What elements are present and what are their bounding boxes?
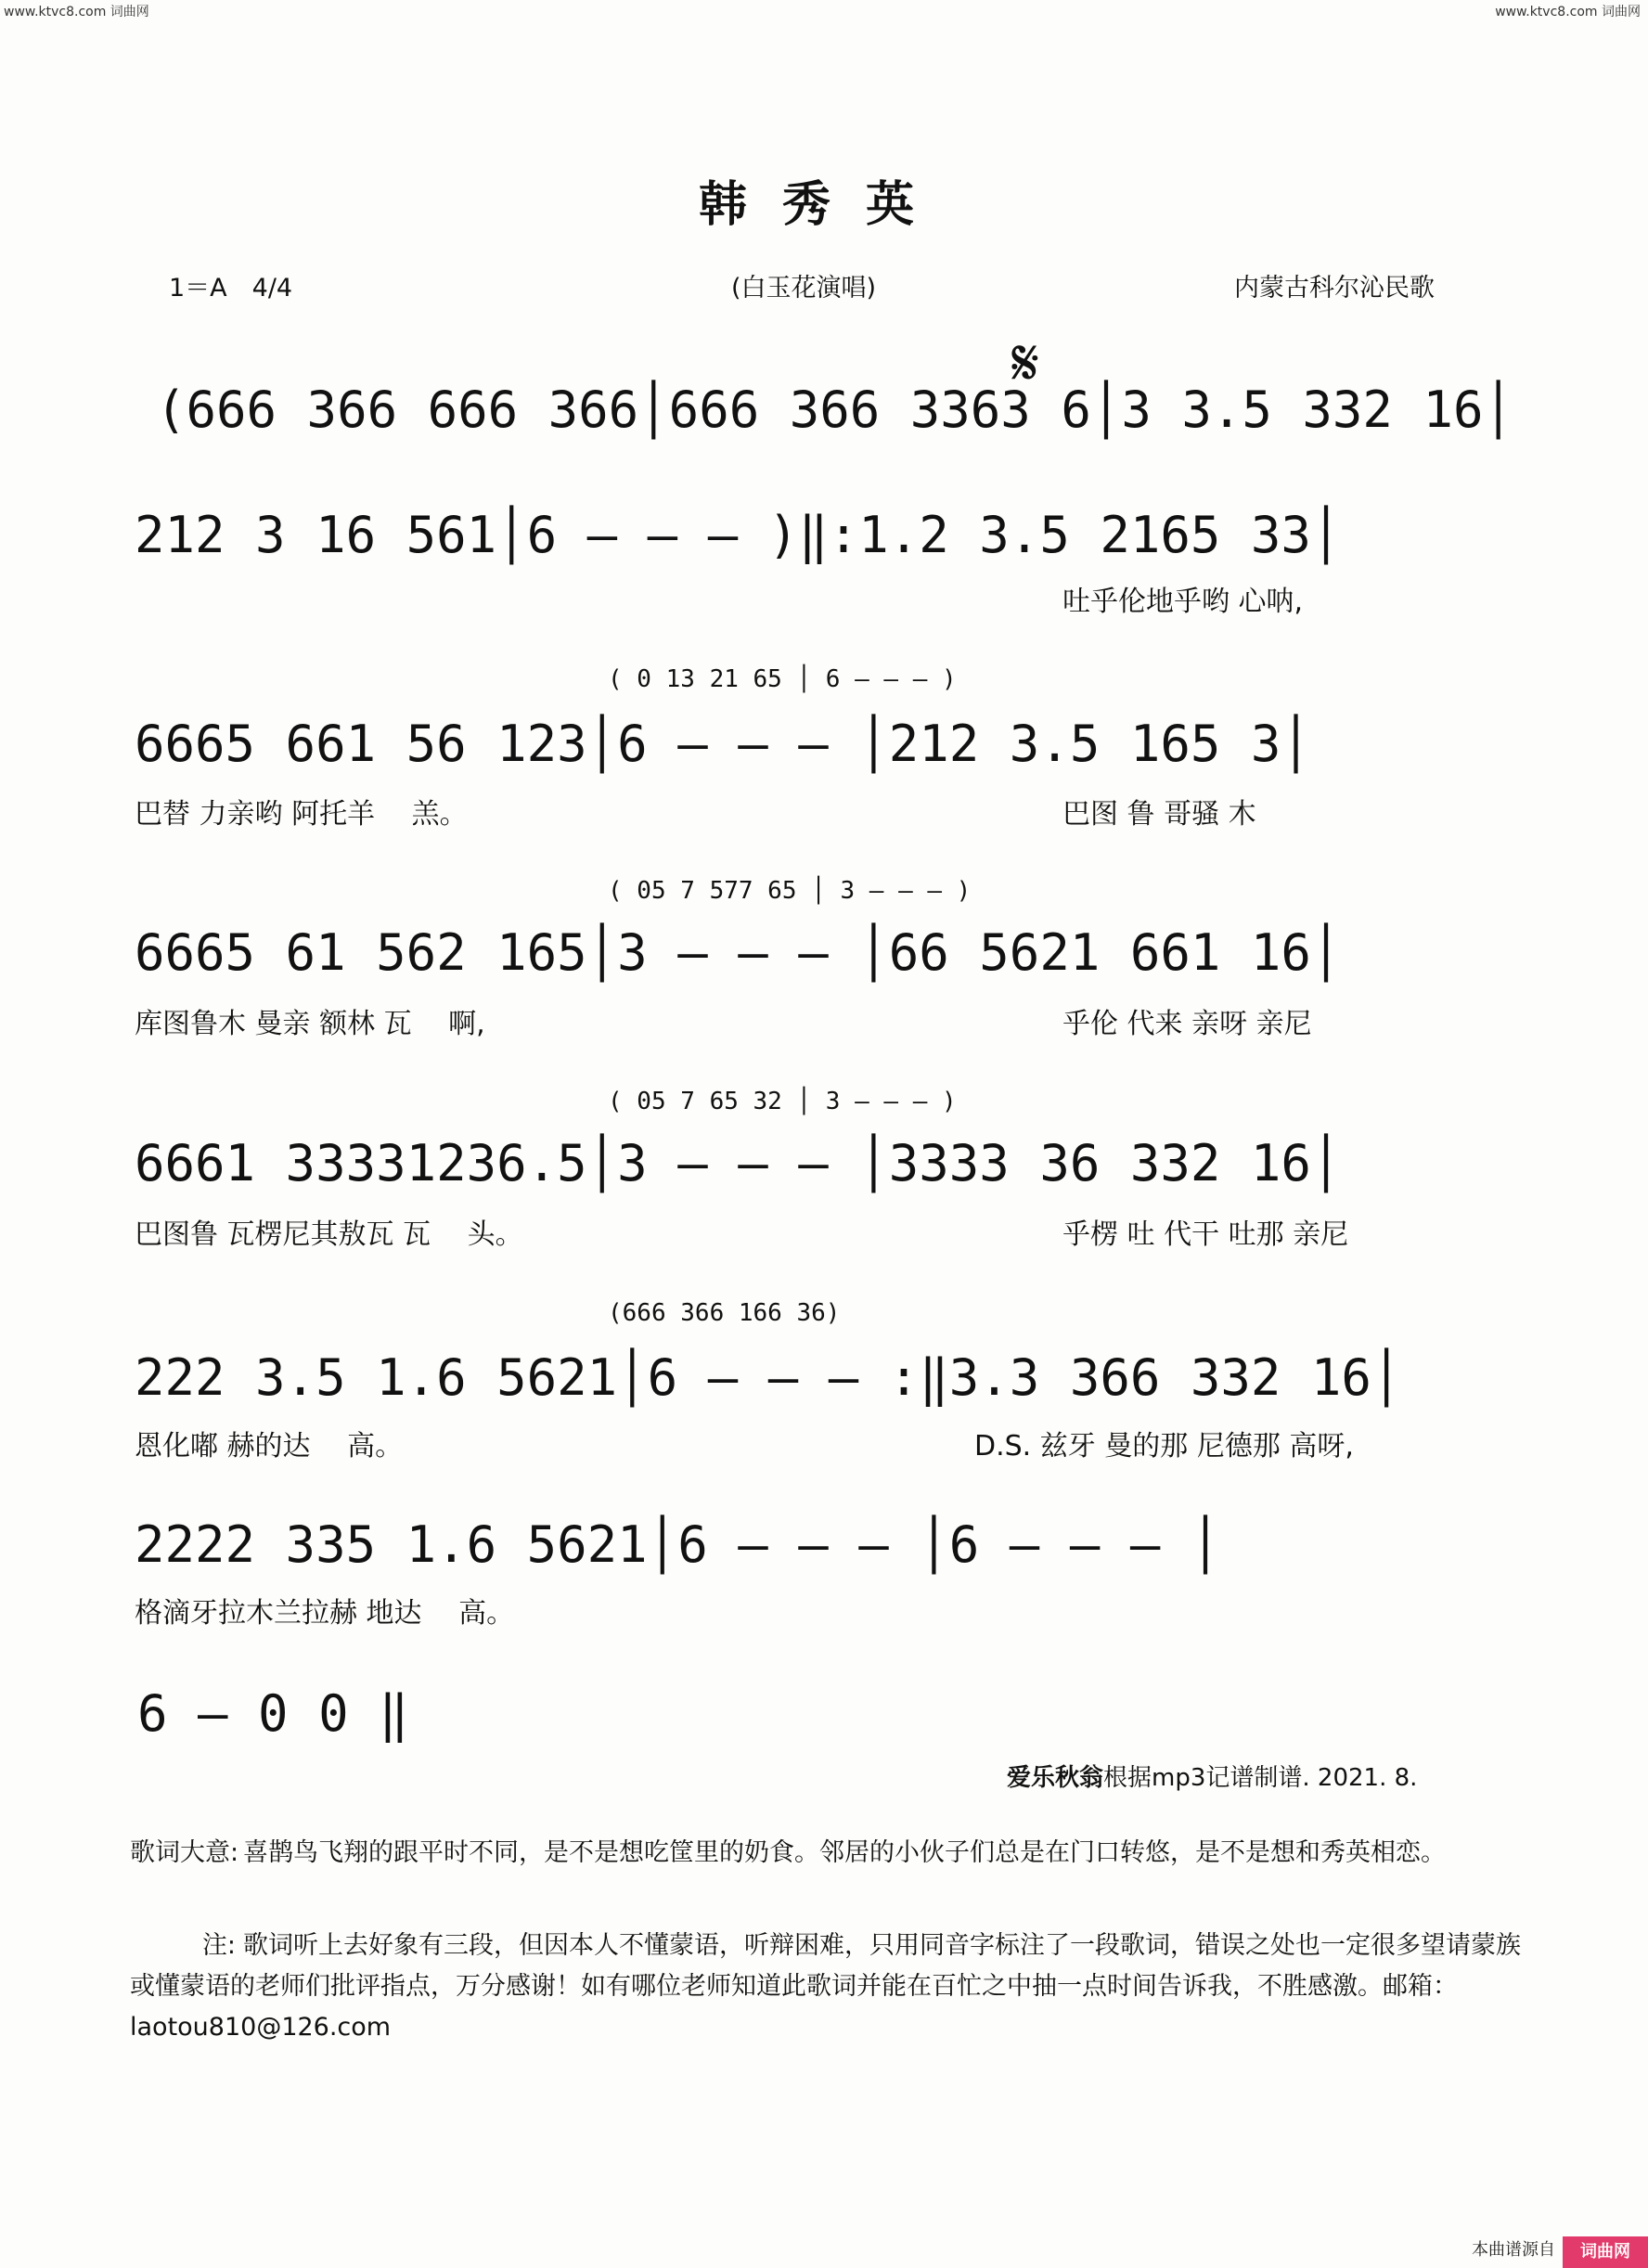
lyric-line-5b: 乎楞 吐 代干 吐那 亲尼 — [1062, 1218, 1349, 1251]
segno-icon: 𝄋 — [1011, 325, 1040, 401]
lyrics-summary — [130, 1833, 1531, 1874]
sub-line-3: ( 0 13 21 65 │ 6 — — — ) — [608, 665, 957, 693]
lyric-line-3a: 巴替 力亲哟 阿托羊 羔。 — [135, 798, 468, 831]
lyric-line-6a: 恩化嘟 赫的达 高。 — [135, 1430, 404, 1463]
score-line-5: 6661 33331236.5│3 — — — │3333 36 332 16│ — [135, 1134, 1342, 1192]
lyric-line-4b: 乎伦 代来 亲呀 亲尼 — [1062, 1008, 1312, 1040]
lyric-line-3b: 巴图 鲁 哥骚 木 — [1062, 798, 1256, 831]
singer: (白玉花演唱) — [731, 274, 877, 303]
credit — [1007, 1759, 1417, 1793]
sub-line-5: ( 05 7 65 32 │ 3 — — — ) — [608, 1088, 957, 1115]
score-line-2: 212 3 16 561│6 — — — )‖:1.2 3.5 2165 33│ — [135, 506, 1342, 564]
credit-name: 爱乐秋翁 — [1007, 1764, 1104, 1792]
sub-line-4: ( 05 7 577 65 │ 3 — — — ) — [608, 877, 972, 905]
note-text: 歌词听上去好象有三段，但因本人不懂蒙语，听辩困难，只用同音字标注了一段歌词，错误之处也一定很多望请蒙族或懂蒙语的老师们批评指点，万分感谢！如有哪位老师知道此歌词并能在百忙之中抽一点时间告诉我，不胜感激。邮箱：laotou810@126.com — [130, 1931, 1521, 2042]
score-line-3: 6665 661 56 123│6 — — — │212 3.5 165 3│ — [135, 715, 1311, 773]
site-badge: 词曲网 — [1563, 2236, 1648, 2268]
summary-text: 喜鹊鸟飞翔的跟平时不同，是不是想吃筐里的奶食。邻居的小伙子们总是在门口转悠，是不是想和秀英相恋。 — [243, 1838, 1446, 1867]
lyric-line-6b: D.S. 兹牙 曼的那 尼德那 高呀, — [974, 1430, 1354, 1463]
watermark-right: www.ktvc8.com 词曲网 — [1495, 5, 1641, 19]
sub-line-6: (666 366 166 36) — [608, 1299, 841, 1327]
note-label: 注: — [201, 1931, 236, 1960]
origin: 内蒙古科尔沁民歌 — [1234, 274, 1435, 303]
score-line-8: 6 — 0 0 ‖ — [137, 1684, 409, 1743]
score-line-4: 6665 61 562 165│3 — — — │66 5621 661 16│ — [135, 923, 1342, 982]
lyric-line-5a: 巴图鲁 瓦楞尼其敖瓦 瓦 头。 — [135, 1218, 523, 1251]
lyric-line-2: 吐乎伦地乎哟 心呐, — [1062, 586, 1304, 618]
footer-source: 本曲谱源自 — [1472, 2240, 1555, 2260]
editor-note — [130, 1926, 1531, 2048]
lyric-line-4a: 库图鲁木 曼亲 额林 瓦 啊, — [135, 1008, 485, 1040]
score-line-7: 2222 335 1.6 5621│6 — — — │6 — — — │ — [135, 1515, 1221, 1574]
credit-text: 根据mp3记谱制谱. 2021. 8. — [1103, 1764, 1418, 1792]
lyric-line-7: 格滴牙拉木兰拉赫 地达 高。 — [135, 1597, 515, 1630]
summary-label: 歌词大意: — [130, 1838, 239, 1867]
song-title: 韩秀英 — [698, 176, 949, 233]
watermark-left: www.ktvc8.com 词曲网 — [4, 5, 149, 19]
key-signature: 1＝A 4/4 — [169, 274, 293, 303]
score-line-1: (666 366 666 366│666 366 3363 6│3 3.5 332 16│ — [156, 380, 1513, 439]
score-line-6: 222 3.5 1.6 5621│6 — — — :‖3.3 366 332 16│ — [135, 1348, 1402, 1407]
